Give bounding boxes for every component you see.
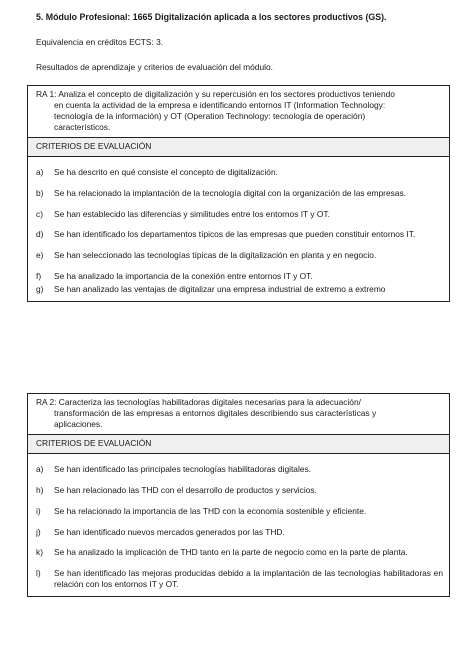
results-intro: Resultados de aprendizaje y criterios de evaluación del módulo. — [36, 62, 273, 72]
criterion-item — [36, 547, 443, 558]
ra2-criteria-header: CRITERIOS DE EVALUACIÓN — [28, 434, 449, 454]
criterion-item — [36, 167, 443, 178]
ra2-line: RA 2: Caracteriza las tecnologías habilitadoras digitales necesarias para la adecuación/ — [36, 397, 361, 407]
criterion-letter: b) — [36, 187, 44, 198]
criterion-text: Se han establecido las diferencias y similitudes entre los entornos IT y OT. — [54, 208, 330, 219]
criterion-text: Se han seleccionado las tecnologías típicas de la digitalización en planta y en negocio. — [54, 250, 377, 261]
criterion-item — [36, 568, 443, 590]
criterion-text: Se ha analizado la implicación de THD tanto en la parte de negocio como en la parte de planta. — [54, 547, 408, 558]
ra1-line: RA 1: Analiza el concepto de digitalización y su repercusión en los sectores productivos teniendo — [36, 89, 395, 99]
ra1-line: en cuenta la actividad de la empresa e identificando entornos IT (Information Technology: — [54, 99, 386, 110]
criterion-text: Se han identificado las principales tecnologías habilitadoras digitales. — [54, 463, 311, 474]
criterion-item — [36, 209, 443, 220]
ra2-box — [27, 393, 450, 597]
ra2-criteria-list — [28, 454, 449, 596]
criterion-letter: e) — [36, 250, 44, 261]
ra1-criteria-header: CRITERIOS DE EVALUACIÓN — [28, 137, 449, 157]
ra1-line: tecnología de la información) y OT (Operation Technology: tecnología de operación) — [54, 110, 366, 121]
criterion-item — [36, 506, 443, 517]
criterion-text: Se han identificado nuevos mercados generados por las THD. — [54, 526, 285, 537]
ects-line: Equivalencia en créditos ECTS: 3. — [36, 37, 164, 47]
criterion-text: Se han analizado las ventajas de digitalizar una empresa industrial de extremo a extremo — [54, 284, 386, 295]
module-title: 5. Módulo Profesional: 1665 Digitalización aplicada a los sectores productivos (GS). — [36, 12, 387, 22]
criterion-letter: f) — [36, 271, 42, 282]
criterion-item — [36, 284, 443, 295]
criterion-text: Se han identificado las mejoras producidas debido a la implantación de las tecnologías habilitadoras en relación con los entornos IT y OT. — [54, 568, 443, 590]
criterion-letter: a) — [36, 463, 44, 474]
criterion-letter: l) — [36, 568, 41, 579]
criterion-item — [36, 271, 443, 282]
ra2-line: transformación de las empresas a entornos digitales describiendo sus características y — [54, 407, 377, 418]
criterion-letter: c) — [36, 208, 43, 219]
criterion-text: Se ha relacionado la implantación de la tecnología digital con la organización de las empresas. — [54, 187, 406, 198]
criterion-text: Se ha analizado la importancia de la conexión entre entornos IT y OT. — [54, 271, 313, 282]
ra1-box — [27, 85, 450, 302]
criterion-letter: d) — [36, 229, 44, 240]
criterion-text: Se ha relacionado la importancia de las THD con la economía sostenible y eficiente. — [54, 505, 367, 516]
ra2-heading — [28, 394, 449, 434]
criterion-item — [36, 485, 443, 496]
criterion-item — [36, 527, 443, 538]
criterion-item — [36, 188, 443, 199]
criterion-text: Se han relacionado las THD con el desarrollo de productos y servicios. — [54, 484, 317, 495]
criterion-letter: h) — [36, 484, 44, 495]
criterion-letter: g) — [36, 284, 44, 295]
ra2-line: aplicaciones. — [54, 418, 103, 429]
ra1-line: característicos. — [54, 121, 111, 132]
criterion-text: Se han identificado los departamentos típicos de las empresas que pueden constituir entornos IT. — [54, 229, 416, 240]
criterion-letter: i) — [36, 505, 41, 516]
criterion-letter: k) — [36, 547, 43, 558]
criterion-text: Se ha descrito en qué consiste el concepto de digitalización. — [54, 166, 278, 177]
criterion-item — [36, 229, 443, 240]
ra1-heading — [28, 86, 449, 137]
ra1-criteria-list — [28, 157, 449, 301]
criterion-item — [36, 250, 443, 261]
criterion-letter: a) — [36, 166, 44, 177]
criterion-item — [36, 464, 443, 475]
criterion-letter: j) — [36, 526, 41, 537]
